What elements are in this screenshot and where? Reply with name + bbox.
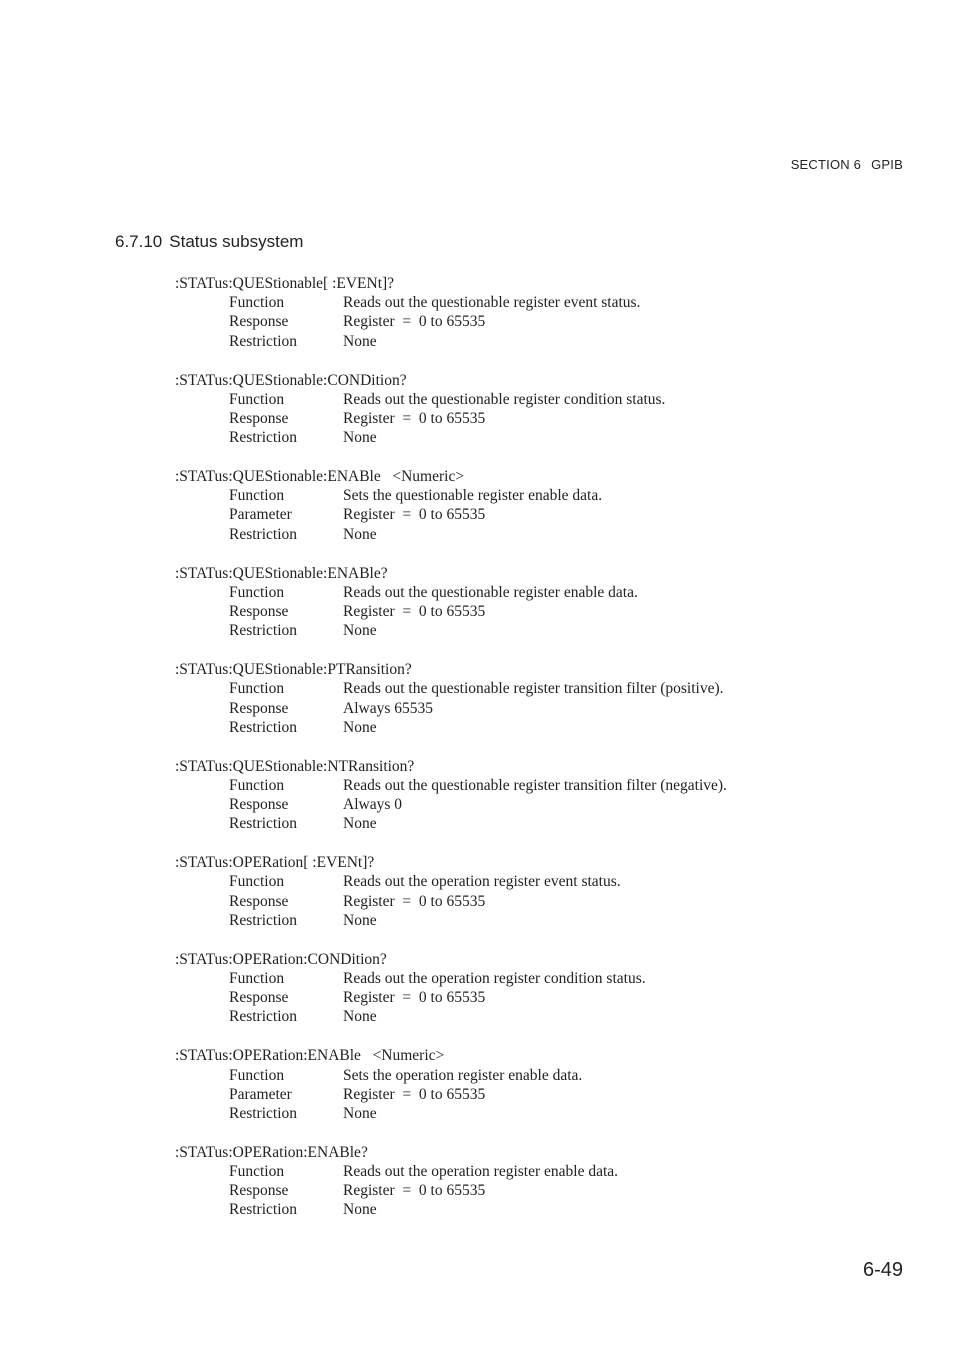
row-value: Reads out the operation register enable data. — [343, 1163, 619, 1181]
command-syntax: :STATus:OPERation:ENABle? — [175, 1143, 368, 1161]
running-head — [791, 157, 903, 172]
row-value: Always 65535 — [343, 699, 433, 717]
row-value: Register = 0 to 65535 — [343, 1182, 486, 1200]
row-label: Parameter — [229, 1085, 292, 1103]
command-row — [175, 911, 915, 930]
command-row — [175, 525, 915, 544]
row-label: Restriction — [229, 1008, 298, 1026]
command-syntax: :STATus:QUEStionable:PTRansition? — [175, 661, 412, 679]
row-value: None — [343, 815, 377, 833]
row-label: Function — [229, 1066, 285, 1084]
command-row — [175, 1104, 915, 1123]
row-label: Restriction — [229, 429, 298, 447]
command-block — [175, 660, 915, 737]
row-value: Register = 0 to 65535 — [343, 506, 486, 524]
command-syntax: :STATus:QUEStionable:ENABle <Numeric> — [175, 468, 465, 486]
command-row — [175, 699, 915, 718]
command-row — [175, 293, 915, 312]
row-value: None — [343, 1201, 377, 1219]
command-syntax: :STATus:OPERation[ :EVENt]? — [175, 854, 375, 872]
command-block — [175, 564, 915, 641]
command-row — [175, 1181, 915, 1200]
row-value: None — [343, 911, 377, 929]
row-label: Restriction — [229, 1201, 298, 1219]
command-row — [175, 892, 915, 911]
row-value: Reads out the questionable register condition status. — [343, 390, 666, 408]
command-block — [175, 371, 915, 448]
row-label: Function — [229, 1163, 285, 1181]
section-title — [115, 232, 303, 252]
command-row — [175, 1066, 915, 1085]
row-value: None — [343, 718, 377, 736]
row-label: Function — [229, 970, 285, 988]
row-value: Reads out the questionable register event status. — [343, 294, 641, 312]
command-row — [175, 1085, 915, 1104]
command-row — [175, 1162, 915, 1181]
command-row — [175, 776, 915, 795]
command-row — [175, 312, 915, 331]
row-value: Register = 0 to 65535 — [343, 409, 486, 427]
row-value: Register = 0 to 65535 — [343, 313, 486, 331]
command-list — [175, 274, 915, 1239]
row-label: Response — [229, 989, 289, 1007]
command-row — [175, 390, 915, 409]
row-label: Response — [229, 313, 289, 331]
row-value: None — [343, 1008, 377, 1026]
row-value: None — [343, 429, 377, 447]
row-label: Function — [229, 487, 285, 505]
command-block — [175, 467, 915, 544]
running-head-chapter: GPIB — [871, 157, 903, 172]
command-row — [175, 718, 915, 737]
command-row — [175, 679, 915, 698]
row-label: Restriction — [229, 815, 298, 833]
row-value: Reads out the questionable register transition filter (negative). — [343, 776, 727, 794]
row-value: Reads out the operation register condition status. — [343, 970, 646, 988]
command-row — [175, 505, 915, 524]
command-syntax: :STATus:OPERation:CONDition? — [175, 950, 387, 968]
row-label: Restriction — [229, 911, 298, 929]
row-label: Function — [229, 873, 285, 891]
command-row — [175, 486, 915, 505]
row-value: None — [343, 1104, 377, 1122]
row-label: Restriction — [229, 525, 298, 543]
row-label: Function — [229, 390, 285, 408]
row-value: None — [343, 525, 377, 543]
row-label: Restriction — [229, 622, 298, 640]
command-block — [175, 274, 915, 351]
row-label: Function — [229, 680, 285, 698]
command-syntax: :STATus:QUEStionable:CONDition? — [175, 371, 407, 389]
row-label: Parameter — [229, 506, 292, 524]
row-value: None — [343, 332, 377, 350]
command-row — [175, 428, 915, 447]
command-row — [175, 1007, 915, 1026]
command-block — [175, 853, 915, 930]
row-value: Reads out the questionable register enable data. — [343, 583, 638, 601]
command-syntax: :STATus:QUEStionable[ :EVENt]? — [175, 275, 395, 292]
running-head-section: SECTION 6 — [790, 157, 862, 172]
row-value: Register = 0 to 65535 — [343, 1085, 486, 1103]
row-label: Restriction — [229, 718, 298, 736]
command-row — [175, 621, 915, 640]
command-row — [175, 795, 915, 814]
row-label: Response — [229, 409, 289, 427]
row-value: Sets the operation register enable data. — [343, 1066, 583, 1084]
command-row — [175, 332, 915, 351]
command-row — [175, 602, 915, 621]
row-label: Restriction — [229, 332, 298, 350]
command-syntax: :STATus:QUEStionable:NTRansition? — [175, 757, 415, 775]
command-syntax: :STATus:OPERation:ENABle <Numeric> — [175, 1047, 445, 1065]
row-label: Response — [229, 1182, 289, 1200]
row-label: Response — [229, 699, 289, 717]
section-number: 6.7.10 — [115, 232, 163, 251]
command-row — [175, 872, 915, 891]
command-block — [175, 1143, 915, 1220]
row-label: Response — [229, 603, 289, 621]
row-value: Sets the questionable register enable data. — [343, 487, 603, 505]
command-block — [175, 1046, 915, 1123]
command-row — [175, 969, 915, 988]
row-value: Reads out the operation register event status. — [343, 873, 621, 891]
command-block — [175, 950, 915, 1027]
row-label: Function — [229, 583, 285, 601]
command-syntax: :STATus:QUEStionable:ENABle? — [175, 564, 388, 582]
row-label: Function — [229, 776, 285, 794]
row-value: Always 0 — [343, 796, 402, 814]
page-number: 6-49 — [862, 1259, 903, 1281]
command-row — [175, 988, 915, 1007]
row-value: Register = 0 to 65535 — [343, 892, 486, 910]
command-row — [175, 583, 915, 602]
row-label: Response — [229, 796, 289, 814]
command-block — [175, 757, 915, 834]
row-label: Restriction — [229, 1104, 298, 1122]
row-label: Function — [229, 294, 285, 312]
row-value: None — [343, 622, 377, 640]
command-row — [175, 814, 915, 833]
row-value: Reads out the questionable register transition filter (positive). — [343, 680, 724, 698]
command-row — [175, 1200, 915, 1219]
command-row — [175, 409, 915, 428]
row-value: Register = 0 to 65535 — [343, 603, 486, 621]
row-value: Register = 0 to 65535 — [343, 989, 486, 1007]
row-label: Response — [229, 892, 289, 910]
section-title-text: Status subsystem — [169, 232, 304, 251]
